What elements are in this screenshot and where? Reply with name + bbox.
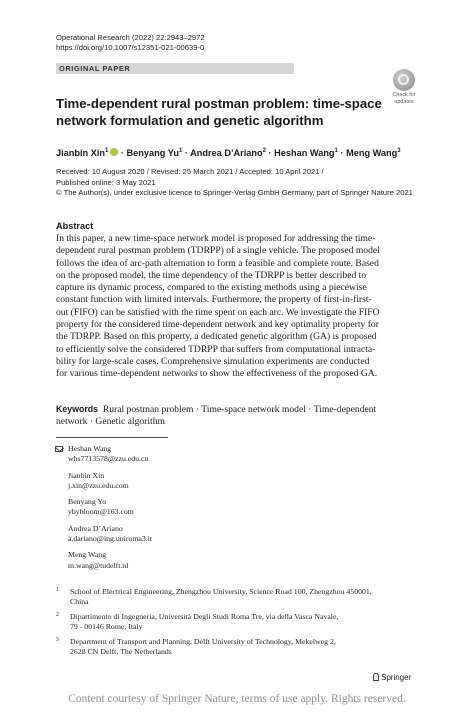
abstract-line: capture its dynamic process, compared to the existing methods using a piecewise xyxy=(56,282,367,294)
affiliation-number: 1 xyxy=(56,587,59,593)
contact-item: Heshan Wang whs7713578@zzu.edu.cn xyxy=(68,444,152,464)
author-name[interactable]: Heshan Wang xyxy=(274,148,335,159)
email-link[interactable]: j.xin@zzu.edu.com xyxy=(68,480,129,490)
email-link[interactable]: m.wang@tudelft.nl xyxy=(68,560,129,570)
abstract-line: In this paper, a new time-space network model is proposed for addressing the time- xyxy=(56,233,376,244)
springer-knight-icon xyxy=(373,673,379,681)
journal-info xyxy=(56,33,205,53)
contact-list xyxy=(68,444,152,577)
author-name[interactable]: Benyang Yu xyxy=(126,148,179,159)
check-updates-badge[interactable] xyxy=(388,69,420,105)
paper-title: Time-dependent rural postman problem: time-space network formulation and genetic algorithm xyxy=(56,96,382,128)
affiliation: School of Electrical Engineering, Zhengzhou University, Science Road 100, Zhengzhou 450001, China xyxy=(70,587,372,607)
affiliation-number: 2 xyxy=(56,612,59,618)
author-name[interactable]: Meng Wang xyxy=(346,148,398,159)
affiliation-number: 3 xyxy=(56,637,59,643)
email-link[interactable]: a.dariano@ing.uniroma3.it xyxy=(68,533,153,543)
author-name[interactable]: Andrea D’Ariano xyxy=(190,148,263,159)
contact-item: Jianbin Xin j.xin@zzu.edu.com xyxy=(68,471,152,491)
abstract-line: bility for large-scale cases. Comprehensive simulation experiments are conducted xyxy=(56,355,370,367)
courtesy-notice: Content courtesy of Springer Nature, terms of use apply. Rights reserved. xyxy=(68,693,406,705)
affiliation: Dipartimento di Ingegneria, Università Degli Studi Roma Tre, via della Vasca Navale, 79 - 00146 Rome, Italy xyxy=(70,612,339,632)
copyright: © The Author(s), under exclusive licence to Springer-Verlag GmbH Germany, part of Springer Nature 2021 xyxy=(56,188,413,198)
abstract-line: for various time-dependent networks to show the effectiveness of the proposed GA. xyxy=(56,368,378,380)
abstract-heading: Abstract xyxy=(56,221,94,231)
abstract-line: out (FIFO) can be satisfied with the time spent on each arc. We investigate the FIFO xyxy=(56,306,380,318)
keywords-label: Keywords xyxy=(56,404,99,414)
orcid-icon[interactable] xyxy=(110,148,118,156)
abstract-line: property for the considered time-dependent network and key optimality property for xyxy=(56,319,379,331)
email-link[interactable]: ybybloom@163.com xyxy=(68,507,134,517)
abstract-line: the TDRPP. Based on this property, a dedicated genetic algorithm (GA) is proposed xyxy=(56,331,377,343)
email-link[interactable]: whs7713578@zzu.edu.cn xyxy=(68,454,149,464)
publisher-logo: Springer xyxy=(373,673,411,682)
contact-item: Benyang Yu ybybloom@163.com xyxy=(68,497,152,517)
author-name[interactable]: Jianbin Xin xyxy=(56,148,106,159)
envelope-icon xyxy=(55,446,63,452)
footnote-divider xyxy=(56,437,168,438)
crossmark-icon xyxy=(393,69,415,91)
abstract-line: dependent rural postman problem (TDRPP) of a single vehicle. The proposed model xyxy=(56,245,380,257)
contact-item: Andrea D’Ariano a.dariano@ing.uniroma3.it xyxy=(68,523,153,543)
abstract-line: constant function with limited intervals. Furthermore, the property of first-in-first- xyxy=(56,294,372,306)
badge-line2: updates xyxy=(394,99,414,105)
publication-dates: Received: 10 August 2020 / Revised: 25 March 2021 / Accepted: 10 April 2021 / Published online: 3 May 2021 © The Author(s), under exclusive licence to Springer-Verlag GmbH Germany, part of Springer Nature 2021 xyxy=(56,167,413,198)
contact-item: Meng Wang m.wang@tudelft.nl xyxy=(68,550,152,570)
abstract-line: on the proposed model, the time dependency of the TDRPP is better described to xyxy=(56,269,367,281)
section-label: ORIGINAL PAPER xyxy=(59,64,131,73)
abstract-line: to efficiently solve the considered TDRPP that suffers from computational intracta- xyxy=(56,343,376,355)
affiliation: Department of Transport and Planning, Delft University of Technology, Mekelweg 2, 2628 CN Delft, The Netherlands xyxy=(70,637,336,657)
abstract-line: follows the idea of arc-path alternation to form a feasible and complete route. Based xyxy=(56,257,379,269)
doi-link[interactable]: https://doi.org/10.1007/s12351-021-00639-0 xyxy=(56,43,205,52)
badge-line1: Check for xyxy=(392,92,416,98)
journal-citation: Operational Research (2022) 22:2943–2972 xyxy=(56,33,205,42)
author-list: Jianbin Xin$^1$ · Benyang $Yu^1$ · Andrea D’Ariano$^2$ · Heshan Wang$^1$ · Meng Wang$^3$ xyxy=(56,148,401,159)
abstract-body xyxy=(56,233,419,381)
keywords: Keywords Rural postman problem · Time-space network model · Time-dependent network · Genetic algorithm xyxy=(56,404,377,428)
